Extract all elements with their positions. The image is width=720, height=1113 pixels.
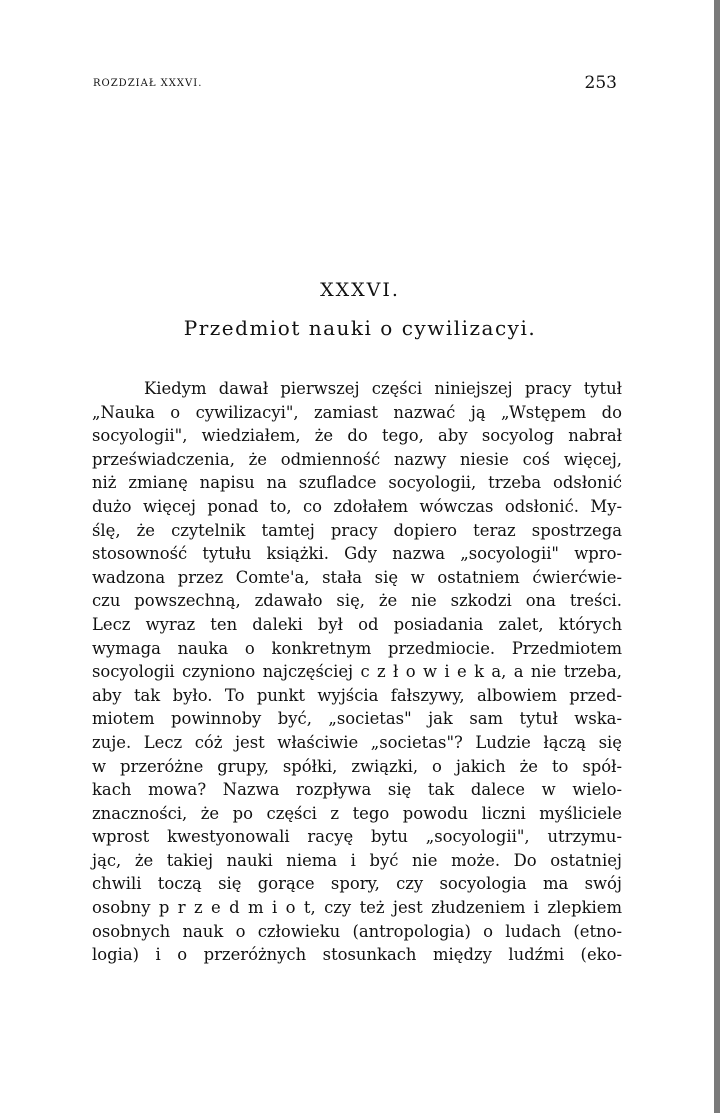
- text-line: wprost kwestyonowali racyę bytu „socyologii", utrzymu-: [92, 827, 622, 847]
- text-line: socyologii", wiedziałem, że do tego, aby socyolog nabrał: [92, 426, 622, 446]
- text-line: Kiedym dawał pierwszej części niniejszej pracy tytuł: [144, 379, 622, 398]
- text-line: kach mowa? Nazwa rozpływa się tak dalece w wielo-: [92, 780, 622, 800]
- text-line: „Nauka o cywilizacyi", zamiast nazwać ją „Wstępem do: [92, 402, 622, 422]
- text-line: aby tak było. To punkt wyjścia fałszywy, albowiem przed-: [92, 685, 622, 705]
- text-line: znaczności, że po części z tego powodu liczni myśliciele: [92, 803, 622, 823]
- text-line: w przeróżne grupy, spółki, związki, o jakich że to spół-: [92, 756, 622, 776]
- chapter-title: Przedmiot nauki o cywilizacyi.: [183, 316, 537, 340]
- text-line: logia) i o przeróżnych stosunkach między ludźmi (eko-: [92, 945, 622, 965]
- text-line: wadzona przez Comte'a, stała się w ostatniem ćwierćwie-: [92, 567, 622, 587]
- text-line: osobny p r z e d m i o t, czy też jest złudzeniem i zlepkiem: [92, 898, 622, 918]
- text-line: socyologii czyniono najczęściej c z ł o w i e k a, a nie trzeba,: [92, 662, 622, 682]
- text-line: dużo więcej ponad to, co zdołałem wówczas odsłonić. My-: [92, 496, 622, 516]
- text-line: wymaga nauka o konkretnym przedmiocie. Przedmiotem: [92, 638, 622, 658]
- page-number: 253: [584, 73, 617, 93]
- running-head: ROZDZIAŁ XXXVI.: [93, 78, 203, 89]
- page-header: [93, 73, 617, 97]
- body-text: [92, 377, 622, 967]
- text-line: osobnych nauk o człowieku (antropologia) o ludach (etno-: [92, 921, 622, 941]
- text-line: zuje. Lecz cóż jest właściwie „societas"? Ludzie łączą się: [92, 732, 622, 752]
- text-line: stosowność tytułu książki. Gdy nazwa „socyologii" wpro-: [92, 544, 622, 564]
- text-line: niż zmianę napisu na szufladce socyologii, trzeba odsłonić: [92, 473, 622, 493]
- text-line: chwili toczą się gorące spory, czy socyologia ma swój: [92, 874, 622, 894]
- text-line: czu powszechną, zdawało się, że nie szkodzi ona treści.: [92, 591, 622, 611]
- text-line: przeświadczenia, że odmienność nazwy niesie coś więcej,: [92, 449, 622, 469]
- text-line: Lecz wyraz ten daleki był od posiadania zalet, których: [92, 614, 622, 634]
- text-line: miotem powinnoby być, „societas" jak sam tytuł wska-: [92, 709, 622, 729]
- text-line: ślę, że czytelnik tamtej pracy dopiero teraz spostrzega: [92, 520, 622, 540]
- chapter-number: XXXVI.: [320, 279, 400, 301]
- text-line: jąc, że takiej nauki niema i być nie może. Do ostatniej: [92, 850, 622, 870]
- scan-edge: [714, 0, 720, 1113]
